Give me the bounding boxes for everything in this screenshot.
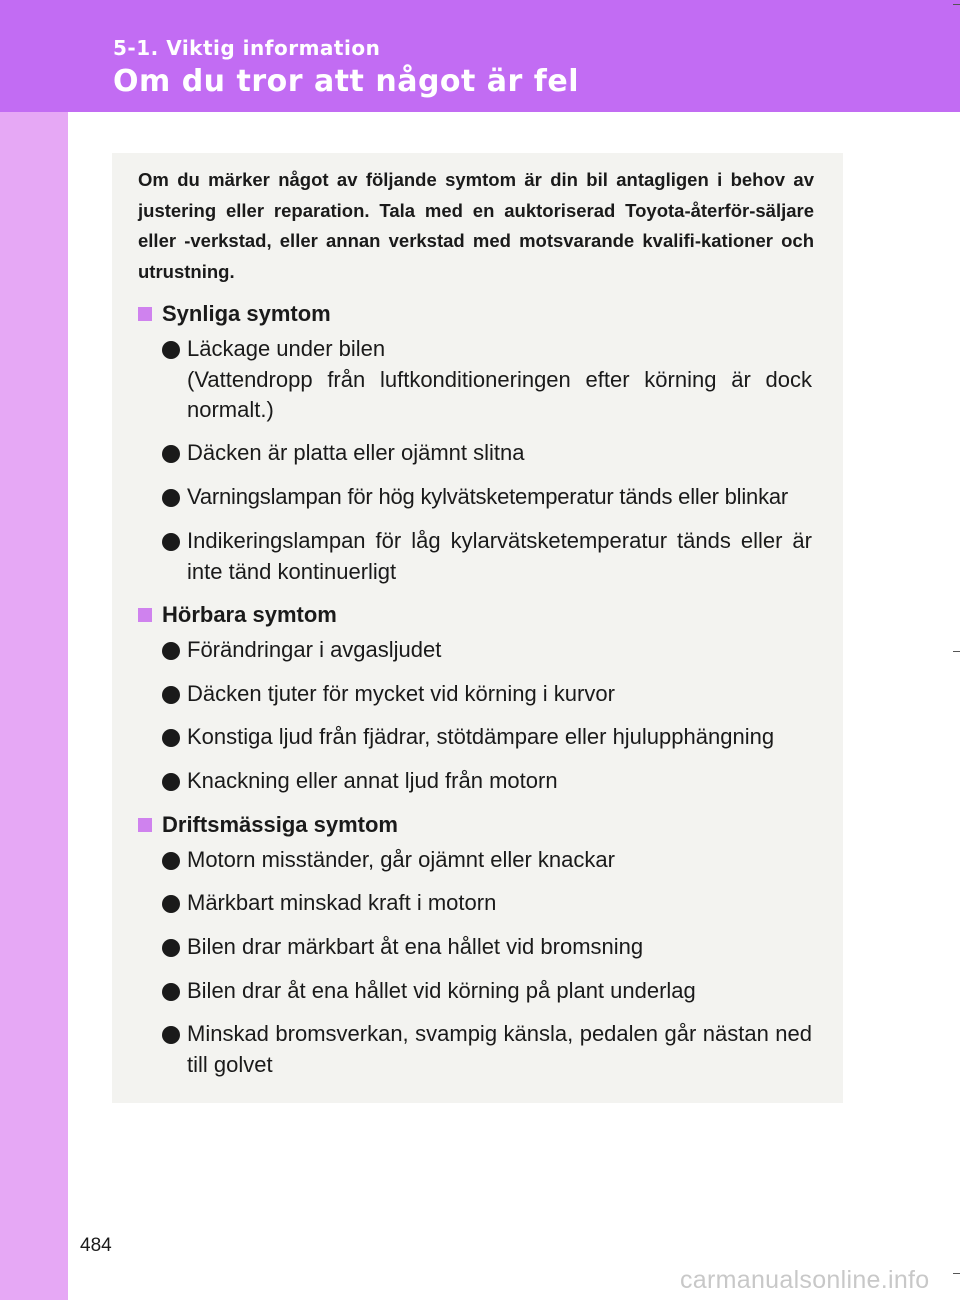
crop-mark-middle: [953, 651, 960, 652]
bullet-icon: [162, 983, 180, 1001]
bullet-icon: [162, 729, 180, 747]
list-item: [162, 482, 812, 513]
list-item: [162, 438, 812, 469]
bullet-icon: [162, 489, 180, 507]
page-number: 484: [80, 1235, 112, 1256]
list-item-text: Bilen drar märkbart åt ena hållet vid bromsning: [187, 934, 644, 959]
bullet-icon: [162, 895, 180, 913]
list-item-text: Motorn misständer, går ojämnt eller knackar: [187, 847, 615, 872]
square-bullet-icon: [138, 818, 152, 832]
page-title: Om du tror att något är fel: [113, 64, 579, 99]
bullet-icon: [162, 852, 180, 870]
page-header: [0, 0, 960, 112]
square-bullet-icon: [138, 307, 152, 321]
watermark: carmanualsonline.info: [680, 1266, 930, 1294]
list-item: [162, 845, 812, 876]
list-item: [162, 526, 812, 587]
list-item-text: Bilen drar åt ena hållet vid körning på plant underlag: [187, 978, 696, 1003]
bullet-icon: [162, 773, 180, 791]
section-label: 5-1. Viktig information: [113, 36, 381, 60]
list-item-text: Varningslampan för hög kylvätsketemperatur tänds eller blinkar: [187, 484, 789, 509]
heading-label: Driftsmässiga symtom: [162, 812, 398, 837]
bullet-icon: [162, 533, 180, 551]
list-item: [162, 334, 812, 426]
bullet-icon: [162, 939, 180, 957]
list-item-text: Däcken är platta eller ojämnt slitna: [187, 440, 525, 465]
heading-visible-symptoms: [138, 299, 331, 329]
list-item: [162, 1019, 812, 1080]
list-item-text: [187, 334, 812, 426]
list-item: [162, 976, 812, 1007]
bullet-icon: [162, 1026, 180, 1044]
heading-operational-symptoms: [138, 810, 398, 840]
list-item: [162, 722, 812, 753]
list-item: [162, 679, 812, 710]
crop-mark-bottom: [953, 1273, 960, 1274]
list-item-text: Däcken tjuter för mycket vid körning i kurvor: [187, 681, 615, 706]
list-item: [162, 635, 812, 666]
bullet-icon: [162, 686, 180, 704]
list-item: [162, 888, 812, 919]
bullet-icon: [162, 341, 180, 359]
list-item-line: Läckage under bilen: [187, 336, 386, 361]
side-tab-band: [0, 112, 68, 1300]
list-item: [162, 932, 812, 963]
list-item: [162, 766, 812, 797]
list-item-text: Indikeringslampan för låg kylarvätsketemperatur tänds eller är inte tänd kontinuerligt: [187, 528, 812, 584]
heading-label: Synliga symtom: [162, 301, 331, 326]
list-item-text: Konstiga ljud från fjädrar, stötdämpare eller hjulupphängning: [187, 724, 775, 749]
list-item-note: (Vattendropp från luftkonditioneringen efter körning är dock normalt.): [187, 366, 812, 422]
heading-audible-symptoms: [138, 600, 337, 630]
bullet-icon: [162, 642, 180, 660]
crop-mark-top: [953, 4, 960, 5]
square-bullet-icon: [138, 608, 152, 622]
heading-label: Hörbara symtom: [162, 602, 337, 627]
list-item-text: Märkbart minskad kraft i motorn: [187, 890, 497, 915]
list-item-text: Minskad bromsverkan, svampig känsla, pedalen går nästan ned till golvet: [187, 1021, 812, 1077]
intro-paragraph: Om du märker något av följande symtom är din bil antagligen i behov av justering eller reparation. Tala med en auktoriserad Toyota-återför-säljare eller -verkstad, eller annan verkstad med motsvarande kvalifi-kationer och utrustning.: [138, 169, 814, 283]
list-item-text: Knackning eller annat ljud från motorn: [187, 768, 558, 793]
list-item-text: Förändringar i avgasljudet: [187, 637, 442, 662]
bullet-icon: [162, 445, 180, 463]
